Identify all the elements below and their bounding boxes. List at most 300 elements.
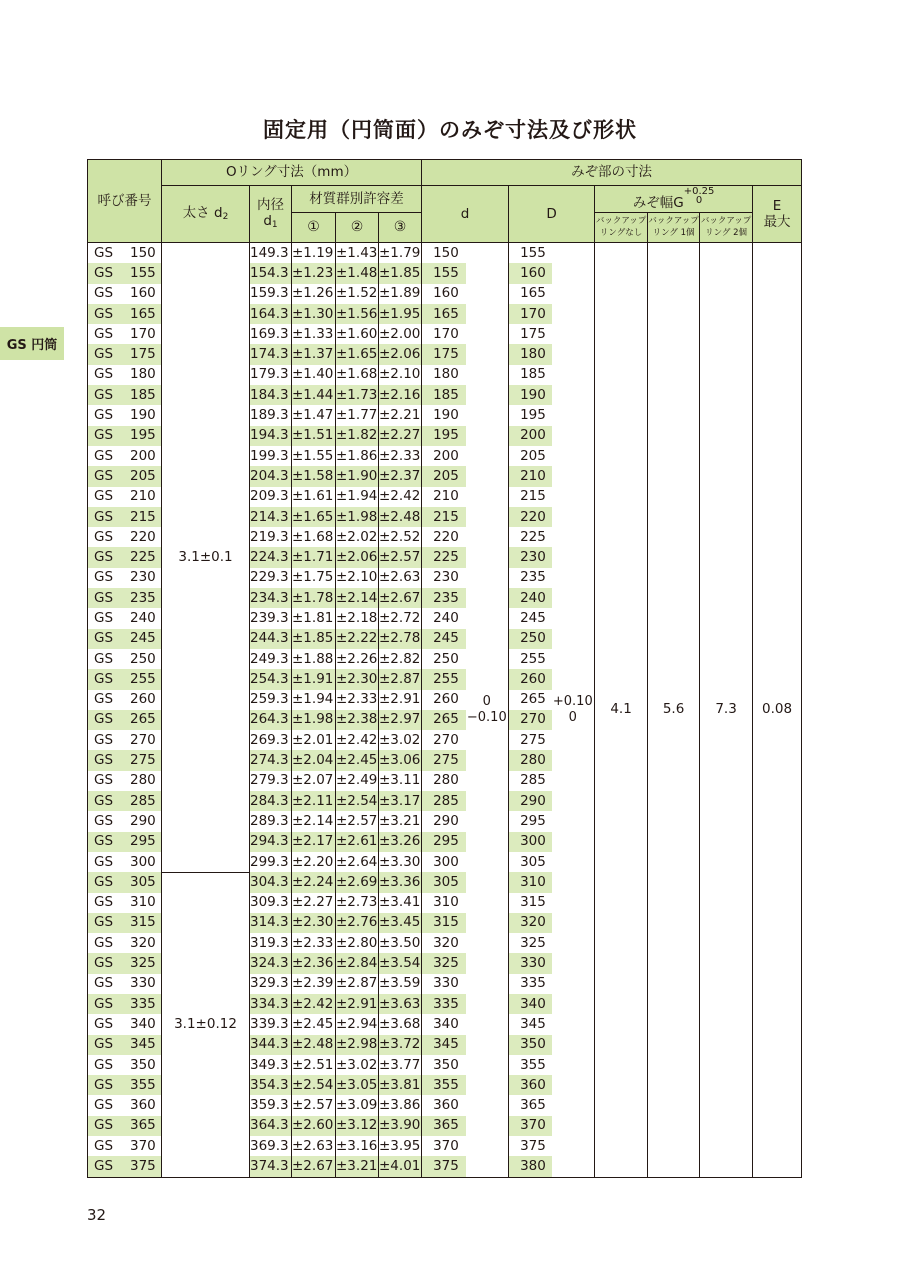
cell-name [88, 669, 162, 689]
cell-inner-diameter: 309.3 [250, 893, 292, 913]
cell-number: 355 [130, 1076, 156, 1093]
cell-tol-3: ±1.79 [379, 243, 422, 264]
cell-d: 370 [433, 1137, 459, 1154]
cell-prefix: GS [94, 792, 114, 809]
cell-tol-3: ±1.89 [379, 284, 422, 304]
cell-d: 330 [433, 975, 459, 992]
cell-d: 270 [433, 731, 459, 748]
cell-D: 200 [509, 426, 552, 446]
cell-number: 250 [130, 650, 156, 667]
cell-tol-2: ±2.57 [336, 811, 379, 831]
header-name: 呼び番号 [88, 160, 162, 243]
cell-D: 270 [509, 710, 552, 730]
cell-tol-3: ±3.54 [379, 953, 422, 973]
cell-tol-2: ±2.02 [336, 527, 379, 547]
cell-number: 335 [130, 995, 156, 1012]
cell-d: 255 [422, 669, 466, 689]
cell-D: 195 [520, 407, 546, 424]
cell-prefix: GS [94, 346, 114, 363]
cell-D: 295 [520, 812, 546, 829]
cell-tol-3: ±2.78 [379, 629, 422, 649]
cell-name [88, 730, 162, 750]
cell-name [88, 466, 162, 486]
cell-D: 185 [520, 366, 546, 383]
cell-D: 310 [509, 872, 552, 892]
header-backup-two: バックアップ リング 2個 [700, 213, 753, 243]
cell-tol-2: ±3.12 [336, 1116, 379, 1136]
cell-tol-1: ±1.81 [292, 608, 336, 628]
cell-tol-1: ±2.27 [292, 893, 336, 913]
cell-d-tolerance: 0 −0.10 [466, 243, 509, 1178]
cell-number: 315 [130, 914, 156, 931]
cell-tol-2: ±2.91 [336, 994, 379, 1014]
cell-tol-1: ±1.37 [292, 344, 336, 364]
cell-tol-3: ±3.72 [379, 1035, 422, 1055]
cell-inner-diameter: 344.3 [250, 1035, 292, 1055]
cell-name [88, 933, 162, 953]
cell-tol-1: ±2.33 [292, 933, 336, 953]
cell-tol-2: ±1.65 [336, 344, 379, 364]
header-thickness: 太さ $d_2$ [162, 186, 250, 243]
page-number: 32 [87, 1206, 107, 1224]
cell-tol-2: ±2.18 [336, 608, 379, 628]
header-D: D [509, 186, 595, 243]
cell-number: 200 [130, 447, 156, 464]
cell-number: 290 [130, 812, 156, 829]
cell-tol-2: ±2.54 [336, 791, 379, 811]
cell-e-max: 0.08 [753, 243, 802, 1178]
cell-prefix: GS [94, 752, 114, 769]
cell-inner-diameter: 199.3 [250, 446, 292, 466]
cell-name [88, 1055, 162, 1075]
cell-d: 280 [433, 772, 459, 789]
cell-D: 370 [509, 1116, 552, 1136]
header-groove-width: みぞ幅G+0.25 0 [595, 186, 753, 213]
cell-name [88, 1075, 162, 1095]
cell-tol-1: ±2.60 [292, 1116, 336, 1136]
cell-D: 375 [520, 1137, 546, 1154]
header-tol-2: ② [336, 213, 379, 243]
cell-prefix: GS [94, 1158, 114, 1174]
cell-tol-1: ±2.45 [292, 1014, 336, 1034]
cell-tol-2: ±2.45 [336, 750, 379, 770]
cell-d: 190 [433, 407, 459, 424]
cell-tol-1: ±2.57 [292, 1095, 336, 1115]
cell-tol-1: ±2.51 [292, 1055, 336, 1075]
cell-name [88, 243, 162, 264]
cell-number: 175 [130, 346, 156, 363]
cell-tol-1: ±2.17 [292, 832, 336, 852]
cell-prefix: GS [94, 833, 114, 850]
cell-tol-2: ±1.94 [336, 487, 379, 507]
cell-D: 215 [520, 488, 546, 505]
cell-tol-1: ±1.19 [292, 243, 336, 264]
cell-tol-1: ±2.04 [292, 750, 336, 770]
cell-inner-diameter: 194.3 [250, 426, 292, 446]
cell-d: 265 [422, 710, 466, 730]
cell-tol-1: ±1.26 [292, 284, 336, 304]
cell-d: 180 [433, 366, 459, 383]
cell-tol-3: ±3.02 [379, 730, 422, 750]
cell-tol-3: ±2.06 [379, 344, 422, 364]
cell-prefix: GS [94, 264, 114, 281]
cell-d: 345 [422, 1035, 466, 1055]
cell-name [88, 811, 162, 831]
cell-tol-3: ±2.72 [379, 608, 422, 628]
cell-D: 245 [520, 609, 546, 626]
cell-thickness: 3.1±0.12 [162, 872, 250, 1177]
cell-inner-diameter: 299.3 [250, 852, 292, 872]
cell-d: 305 [422, 872, 466, 892]
cell-inner-diameter: 304.3 [250, 872, 292, 892]
cell-tol-1: ±1.91 [292, 669, 336, 689]
cell-inner-diameter: 354.3 [250, 1075, 292, 1095]
cell-inner-diameter: 209.3 [250, 487, 292, 507]
header-e-max: E 最大 [753, 186, 802, 243]
cell-prefix: GS [94, 995, 114, 1012]
cell-d: 200 [433, 447, 459, 464]
cell-name [88, 974, 162, 994]
cell-d: 325 [422, 953, 466, 973]
cell-D: 350 [509, 1035, 552, 1055]
cell-number: 240 [130, 609, 156, 626]
cell-tol-2: ±1.68 [336, 365, 379, 385]
cell-tol-3: ±2.48 [379, 507, 422, 527]
cell-thickness: 3.1±0.1 [162, 243, 250, 873]
cell-tol-2: ±2.98 [336, 1035, 379, 1055]
cell-name [88, 1136, 162, 1156]
cell-tol-1: ±1.58 [292, 466, 336, 486]
cell-inner-diameter: 259.3 [250, 690, 292, 710]
cell-d: 215 [422, 507, 466, 527]
cell-tol-2: ±2.42 [336, 730, 379, 750]
cell-d: 165 [422, 304, 466, 324]
cell-inner-diameter: 204.3 [250, 466, 292, 486]
cell-d: 170 [433, 325, 459, 342]
cell-name [88, 1095, 162, 1115]
cell-name [88, 507, 162, 527]
cell-tol-1: ±1.47 [292, 405, 336, 425]
cell-tol-1: ±2.01 [292, 730, 336, 750]
cell-D: 300 [509, 832, 552, 852]
cell-D: 325 [520, 934, 546, 951]
cell-name [88, 994, 162, 1014]
cell-tol-1: ±2.63 [292, 1136, 336, 1156]
cell-tol-3: ±2.97 [379, 710, 422, 730]
cell-prefix: GS [94, 325, 114, 342]
cell-tol-3: ±2.16 [379, 385, 422, 405]
cell-prefix: GS [94, 285, 114, 302]
cell-tol-3: ±2.21 [379, 405, 422, 425]
cell-D: 190 [509, 385, 552, 405]
cell-d: 245 [422, 629, 466, 649]
cell-D: 230 [509, 547, 552, 567]
cell-prefix: GS [94, 914, 114, 931]
cell-prefix: GS [94, 691, 114, 708]
cell-tol-3: ±3.50 [379, 933, 422, 953]
cell-inner-diameter: 359.3 [250, 1095, 292, 1115]
cell-inner-diameter: 324.3 [250, 953, 292, 973]
cell-tol-1: ±1.23 [292, 263, 336, 283]
cell-prefix: GS [94, 1036, 114, 1053]
cell-number: 150 [130, 244, 156, 261]
cell-name [88, 1035, 162, 1055]
cell-number: 270 [130, 731, 156, 748]
cell-prefix: GS [94, 386, 114, 403]
cell-D: 225 [520, 528, 546, 545]
cell-prefix: GS [94, 894, 114, 911]
cell-prefix: GS [94, 630, 114, 647]
cell-tol-3: ±3.11 [379, 771, 422, 791]
cell-tol-3: ±1.85 [379, 263, 422, 283]
cell-tol-3: ±3.21 [379, 811, 422, 831]
cell-number: 245 [130, 630, 156, 647]
cell-number: 310 [130, 894, 156, 911]
cell-d: 210 [433, 488, 459, 505]
cell-number: 295 [130, 833, 156, 850]
cell-number: 180 [130, 366, 156, 383]
cell-name [88, 750, 162, 770]
cell-d: 290 [433, 812, 459, 829]
cell-number: 160 [130, 285, 156, 302]
cell-D: 220 [509, 507, 552, 527]
cell-tol-2: ±2.22 [336, 629, 379, 649]
cell-tol-2: ±2.33 [336, 690, 379, 710]
cell-groove-width-none: 4.1 [595, 243, 648, 1178]
cell-tol-2: ±1.86 [336, 446, 379, 466]
cell-tol-2: ±1.73 [336, 385, 379, 405]
cell-tol-1: ±2.36 [292, 953, 336, 973]
cell-prefix: GS [94, 1137, 114, 1154]
header-inner-diameter: 内径 $d_1$ [250, 186, 292, 243]
cell-D: 320 [509, 913, 552, 933]
cell-tol-3: ±2.87 [379, 669, 422, 689]
cell-name [88, 629, 162, 649]
header-tol-1: ① [292, 213, 336, 243]
cell-tol-1: ±1.33 [292, 324, 336, 344]
cell-name [88, 832, 162, 852]
cell-D: 260 [509, 669, 552, 689]
cell-tol-3: ±3.77 [379, 1055, 422, 1075]
cell-tol-1: ±1.78 [292, 588, 336, 608]
cell-d: 260 [433, 691, 459, 708]
cell-D: 180 [509, 344, 552, 364]
cell-tol-1: ±1.94 [292, 690, 336, 710]
cell-prefix: GS [94, 711, 114, 728]
cell-inner-diameter: 234.3 [250, 588, 292, 608]
cell-inner-diameter: 334.3 [250, 994, 292, 1014]
cell-number: 230 [130, 569, 156, 586]
cell-prefix: GS [94, 447, 114, 464]
cell-tol-2: ±2.10 [336, 568, 379, 588]
cell-prefix: GS [94, 650, 114, 667]
cell-tol-1: ±1.51 [292, 426, 336, 446]
cell-inner-diameter: 179.3 [250, 365, 292, 385]
cell-tol-3: ±2.67 [379, 588, 422, 608]
cell-D: 315 [520, 894, 546, 911]
cell-tol-3: ±3.36 [379, 872, 422, 892]
cell-prefix: GS [94, 873, 114, 890]
cell-tol-1: ±1.44 [292, 385, 336, 405]
cell-prefix: GS [94, 467, 114, 484]
cell-tol-3: ±2.42 [379, 487, 422, 507]
cell-prefix: GS [94, 528, 114, 545]
cell-name [88, 608, 162, 628]
cell-inner-diameter: 244.3 [250, 629, 292, 649]
cell-inner-diameter: 274.3 [250, 750, 292, 770]
cell-number: 375 [130, 1158, 156, 1174]
cell-inner-diameter: 189.3 [250, 405, 292, 425]
cell-tol-3: ±3.30 [379, 852, 422, 872]
cell-inner-diameter: 369.3 [250, 1136, 292, 1156]
cell-tol-2: ±2.61 [336, 832, 379, 852]
table-body [88, 243, 802, 1178]
cell-prefix: GS [94, 812, 114, 829]
cell-number: 265 [130, 711, 156, 728]
cell-tol-1: ±1.88 [292, 649, 336, 669]
cell-tol-2: ±3.02 [336, 1055, 379, 1075]
cell-number: 185 [130, 386, 156, 403]
cell-tol-3: ±3.41 [379, 893, 422, 913]
cell-D: 355 [520, 1056, 546, 1073]
cell-number: 225 [130, 549, 156, 566]
cell-name [88, 344, 162, 364]
cell-d: 375 [422, 1156, 466, 1177]
cell-prefix: GS [94, 427, 114, 444]
cell-d: 300 [433, 853, 459, 870]
cell-tol-1: ±1.65 [292, 507, 336, 527]
cell-name [88, 284, 162, 304]
cell-d: 335 [422, 994, 466, 1014]
cell-tol-2: ±1.52 [336, 284, 379, 304]
cell-d: 275 [422, 750, 466, 770]
cell-tol-1: ±2.54 [292, 1075, 336, 1095]
cell-inner-diameter: 154.3 [250, 263, 292, 283]
cell-inner-diameter: 214.3 [250, 507, 292, 527]
cell-inner-diameter: 339.3 [250, 1014, 292, 1034]
cell-d: 285 [422, 791, 466, 811]
cell-tol-3: ±2.27 [379, 426, 422, 446]
cell-tol-2: ±2.87 [336, 974, 379, 994]
cell-d: 150 [433, 244, 459, 261]
cell-tol-2: ±2.49 [336, 771, 379, 791]
cell-number: 220 [130, 528, 156, 545]
cell-tol-2: ±2.73 [336, 893, 379, 913]
cell-tol-1: ±2.24 [292, 872, 336, 892]
cell-prefix: GS [94, 569, 114, 586]
cell-number: 350 [130, 1056, 156, 1073]
cell-D: 380 [509, 1156, 552, 1177]
cell-name [88, 872, 162, 892]
cell-D: 160 [509, 263, 552, 283]
cell-inner-diameter: 284.3 [250, 791, 292, 811]
cell-name [88, 426, 162, 446]
cell-prefix: GS [94, 772, 114, 789]
cell-D: 330 [509, 953, 552, 973]
cell-tol-2: ±2.94 [336, 1014, 379, 1034]
cell-prefix: GS [94, 609, 114, 626]
cell-tol-3: ±3.81 [379, 1075, 422, 1095]
cell-inner-diameter: 289.3 [250, 811, 292, 831]
cell-d: 350 [433, 1056, 459, 1073]
cell-tol-2: ±2.84 [336, 953, 379, 973]
cell-name [88, 1116, 162, 1136]
cell-tol-3: ±2.63 [379, 568, 422, 588]
cell-name [88, 1156, 162, 1177]
cell-name [88, 893, 162, 913]
cell-d: 315 [422, 913, 466, 933]
cell-name [88, 649, 162, 669]
cell-D: 285 [520, 772, 546, 789]
cell-tol-2: ±3.05 [336, 1075, 379, 1095]
cell-number: 235 [130, 589, 156, 606]
cell-tol-2: ±3.16 [336, 1136, 379, 1156]
cell-inner-diameter: 169.3 [250, 324, 292, 344]
cell-tol-2: ±2.38 [336, 710, 379, 730]
cell-tol-1: ±2.42 [292, 994, 336, 1014]
cell-tol-1: ±1.55 [292, 446, 336, 466]
cell-inner-diameter: 329.3 [250, 974, 292, 994]
cell-tol-2: ±2.06 [336, 547, 379, 567]
cell-inner-diameter: 249.3 [250, 649, 292, 669]
cell-number: 305 [130, 873, 156, 890]
cell-prefix: GS [94, 853, 114, 870]
cell-tol-3: ±2.57 [379, 547, 422, 567]
cell-number: 210 [130, 488, 156, 505]
cell-d: 355 [422, 1075, 466, 1095]
cell-inner-diameter: 184.3 [250, 385, 292, 405]
cell-prefix: GS [94, 731, 114, 748]
cell-d: 185 [422, 385, 466, 405]
cell-name [88, 913, 162, 933]
cell-tol-1: ±1.71 [292, 547, 336, 567]
cell-D: 255 [520, 650, 546, 667]
cell-inner-diameter: 279.3 [250, 771, 292, 791]
cell-number: 365 [130, 1117, 156, 1134]
cell-name [88, 263, 162, 283]
cell-tol-2: ±1.90 [336, 466, 379, 486]
cell-tol-1: ±2.11 [292, 791, 336, 811]
cell-name [88, 487, 162, 507]
cell-inner-diameter: 174.3 [250, 344, 292, 364]
cell-tol-3: ±2.10 [379, 365, 422, 385]
cell-prefix: GS [94, 934, 114, 951]
cell-tol-3: ±3.68 [379, 1014, 422, 1034]
cell-name [88, 710, 162, 730]
cell-prefix: GS [94, 366, 114, 383]
cell-d: 365 [422, 1116, 466, 1136]
cell-d: 225 [422, 547, 466, 567]
cell-d: 175 [422, 344, 466, 364]
cell-tol-1: ±1.85 [292, 629, 336, 649]
cell-d: 310 [433, 894, 459, 911]
cell-tol-1: ±1.30 [292, 304, 336, 324]
cell-prefix: GS [94, 1117, 114, 1134]
cell-tol-1: ±2.14 [292, 811, 336, 831]
cell-tol-3: ±2.37 [379, 466, 422, 486]
cell-tol-3: ±2.91 [379, 690, 422, 710]
cell-inner-diameter: 374.3 [250, 1156, 292, 1177]
cell-inner-diameter: 239.3 [250, 608, 292, 628]
cell-number: 320 [130, 934, 156, 951]
cell-D: 275 [520, 731, 546, 748]
cell-prefix: GS [94, 1076, 114, 1093]
cell-name [88, 690, 162, 710]
cell-number: 330 [130, 975, 156, 992]
cell-d: 205 [422, 466, 466, 486]
header-tol-3: ③ [379, 213, 422, 243]
header-backup-none: バックアップ リングなし [595, 213, 648, 243]
